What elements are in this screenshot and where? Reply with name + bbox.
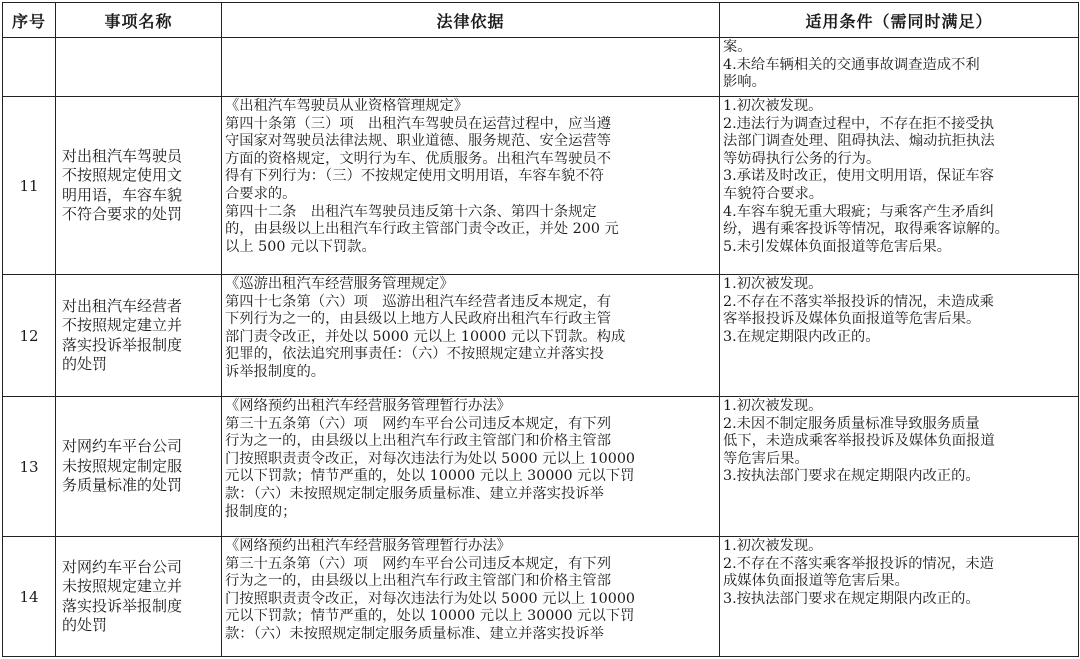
legal-basis-line: 诉举报制度的。 — [225, 363, 326, 380]
condition-line: 3.承诺及时改正，使用文明用语，保证车容 — [723, 168, 994, 185]
legal-basis-line: 第四十条第（三）项 出租汽车驾驶员在运营过程中，应当遵 — [225, 115, 612, 132]
condition-line: 2.违法行为调查过程中，不存在拒不接受执 — [723, 115, 994, 132]
item-name-line: 对出租汽车经营者 — [62, 296, 183, 315]
condition-line: 法部门调查处理、阻碍执法、煽动抗拒执法 — [723, 133, 995, 150]
condition-line: 1.初次被发现。 — [723, 538, 823, 554]
legal-basis-line: 行为之一的，由县级以上出租汽车行政主管部门和价格主管部 — [225, 433, 612, 450]
legal-basis-line: 门按照职责责令改正，对每次违法行为处以 5000 元以上 10000 — [225, 450, 636, 467]
header-basis: 法律依据 — [222, 3, 720, 38]
table-row — [3, 275, 1079, 397]
condition-line: 等危害后果。 — [723, 450, 809, 467]
table-body — [3, 38, 1079, 657]
row-number: 11 — [3, 97, 56, 275]
legal-basis-cell — [222, 397, 720, 537]
condition-cell — [720, 397, 1079, 537]
legal-basis-cell — [222, 97, 720, 275]
condition-cell — [720, 38, 1079, 97]
legal-basis-line: 报制度的； — [225, 503, 297, 520]
condition-line: 车貌符合要求。 — [723, 185, 824, 202]
condition-line: 影响。 — [723, 74, 766, 91]
item-name-line: 对网约车平台公司 — [62, 437, 183, 456]
condition-cell — [720, 97, 1079, 275]
condition-cell — [720, 537, 1079, 657]
item-name-line: 的处罚 — [62, 355, 108, 373]
condition-line: 3.在规定期限内改正的。 — [723, 328, 880, 345]
legal-basis-cell — [222, 38, 720, 97]
condition-line: 客举报投诉及媒体负面报道等危害后果。 — [723, 311, 981, 328]
item-name-line: 落实投诉举报制度 — [62, 596, 183, 615]
condition-line: 5.未引发媒体负面报道等危害后果。 — [723, 238, 952, 255]
item-name-line: 对网约车平台公司 — [62, 557, 183, 576]
item-name-cell — [56, 275, 222, 397]
condition-line: 等妨碍执行公务的行为。 — [723, 150, 881, 167]
legal-basis-line: 元以下罚款；情节严重的，处以 10000 元以上 30000 元以下罚 — [225, 608, 635, 625]
item-name-line: 不按照规定建立并 — [62, 316, 183, 334]
legal-basis-line: 得有下列行为：（三）不按规定使用文明用语，车容车貌不符 — [225, 168, 604, 185]
item-name-cell — [56, 537, 222, 657]
item-name-line: 未按照规定制定服 — [62, 456, 183, 475]
row-number: 12 — [3, 275, 56, 397]
item-name-cell — [56, 397, 222, 537]
condition-line: 1.初次被发现。 — [723, 398, 823, 414]
legal-basis-line: 第四十七条第（六）项 巡游出租汽车经营者违反本规定，有 — [225, 293, 612, 310]
legal-basis-line: 的，由县级以上出租汽车行政主管部门责令改正，并处 200 元 — [225, 221, 619, 238]
condition-line: 案。 — [723, 39, 752, 55]
table-row — [3, 38, 1079, 97]
item-name-line: 落实投诉举报制度 — [62, 335, 183, 354]
legal-basis-line: 下列行为之一的，由县级以上地方人民政府出租汽车行政主管 — [225, 311, 612, 328]
legal-basis-line: 元以下罚款；情节严重的，处以 10000 元以上 30000 元以下罚 — [225, 468, 635, 485]
legal-basis-line: 第三十五条第（六）项 网约车平台公司违反本规定，有下列 — [225, 415, 612, 432]
legal-basis-line: 第三十五条第（六）项 网约车平台公司违反本规定，有下列 — [225, 555, 612, 572]
legal-basis-line: 以上 500 元以下罚款。 — [225, 238, 376, 255]
table-row — [3, 397, 1079, 537]
legal-basis-cell — [222, 275, 720, 397]
item-name-line: 务质量标准的处罚 — [62, 476, 183, 495]
condition-line: 成媒体负面报道等危害后果。 — [723, 573, 909, 590]
condition-line: 1.初次被发现。 — [723, 98, 823, 114]
condition-line: 1.初次被发现。 — [723, 276, 823, 292]
legal-basis-line: 《网络预约出租汽车经营服务管理暂行办法》 — [225, 538, 511, 554]
item-name-line: 的处罚 — [62, 616, 108, 634]
legal-basis-line: 第四十二条 出租汽车驾驶员违反第十六条、第四十条规定 — [225, 203, 597, 220]
legal-basis-line: 《出租汽车驾驶员从业资格管理规定》 — [225, 98, 469, 114]
table-row — [3, 97, 1079, 275]
item-name-line: 明用语，车容车貌 — [62, 185, 183, 204]
header-name: 事项名称 — [56, 3, 222, 38]
header-condition: 适用条件（需同时满足） — [720, 3, 1079, 38]
item-name-line: 不按照规定使用文 — [62, 166, 183, 184]
legal-basis-line: 《网络预约出租汽车经营服务管理暂行办法》 — [225, 398, 511, 414]
item-name-line: 未按照规定建立并 — [62, 577, 183, 595]
legal-basis-line: 部门责令改正，并处以 5000 元以上 10000 元以下罚款。构成 — [225, 328, 626, 345]
legal-basis-line: 门按照职责责令改正，对每次违法行为处以 5000 元以上 10000 — [225, 590, 636, 607]
condition-line: 3.按执法部门要求在规定期限内改正的。 — [723, 468, 980, 485]
item-name-line: 不符合要求的处罚 — [62, 205, 183, 223]
item-name-line: 对出租汽车驾驶员 — [62, 146, 183, 165]
table-row — [3, 537, 1079, 657]
condition-line: 2.不存在不落实举报投诉的情况，未造成乘 — [723, 293, 994, 310]
condition-line: 2.不存在不落实乘客举报投诉的情况，未造 — [723, 555, 994, 572]
row-number: 13 — [3, 397, 56, 537]
legal-basis-line: 行为之一的，由县级以上出租汽车行政主管部门和价格主管部 — [225, 573, 612, 590]
condition-line: 纷，遇有乘客投诉等情况，取得乘客谅解的。 — [723, 221, 1009, 238]
legal-basis-line: 合要求的。 — [225, 185, 297, 202]
legal-basis-line: 款：（六）未按照规定制定服务质量标准、建立并落实投诉举 — [225, 625, 604, 642]
condition-line: 3.按执法部门要求在规定期限内改正的。 — [723, 590, 980, 607]
legal-basis-line: 守国家对驾驶员法律法规、职业道德、服务规范、安全运营等 — [225, 133, 612, 150]
legal-basis-line: 犯罪的，依法追究刑事责任：（六）不按照规定建立并落实投 — [225, 346, 604, 363]
legal-basis-line: 方面的资格规定，文明行为车、优质服务。出租汽车驾驶员不 — [225, 150, 612, 167]
header-no: 序号 — [3, 3, 56, 38]
item-name-cell — [56, 38, 222, 97]
item-name-cell — [56, 97, 222, 275]
condition-line: 2.未因不制定服务质量标准导致服务质量 — [723, 415, 980, 432]
table-header — [3, 3, 1079, 38]
legal-basis-line: 款：（六）未按照规定制定服务质量标准、建立并落实投诉举 — [225, 485, 604, 502]
condition-cell — [720, 275, 1079, 397]
row-number: 14 — [3, 537, 56, 657]
row-number — [3, 38, 56, 97]
condition-line: 4.未给车辆相关的交通事故调查造成不利 — [723, 56, 980, 73]
legal-basis-line: 《巡游出租汽车经营服务管理规定》 — [225, 276, 454, 292]
condition-line: 4.车容车貌无重大瑕疵；与乘客产生矛盾纠 — [723, 203, 994, 220]
penalty-table — [2, 2, 1079, 657]
condition-line: 低下，未造成乘客举报投诉及媒体负面报道 — [723, 433, 995, 450]
legal-basis-cell — [222, 537, 720, 657]
